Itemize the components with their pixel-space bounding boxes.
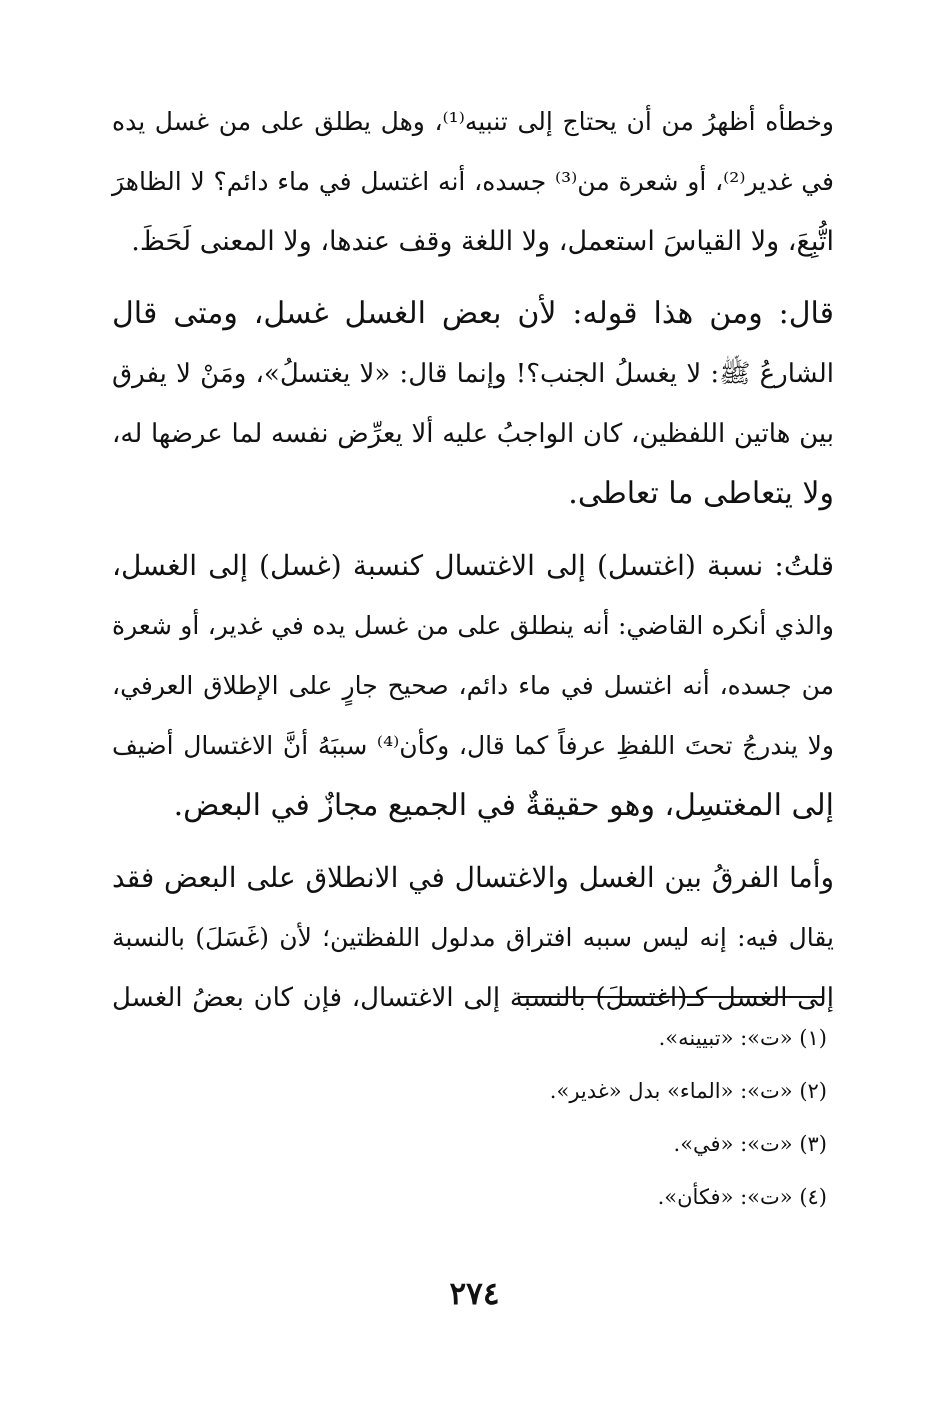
- text-line: ولا يتعاطى ما تعاطى.: [568, 476, 834, 511]
- main-text: [112, 92, 834, 1028]
- footnote-1: (١) «ت»: «تبيينه».: [658, 1026, 827, 1050]
- paragraph-3: [112, 536, 834, 836]
- footnote-separator: [518, 996, 824, 998]
- text-line: والذي أنكره القاضي: أنه ينطلق على من غسل يده في غدير، أو شعرة: [112, 611, 834, 640]
- text-line: قال: ومن هذا قوله: لأن بعض الغسل غسل، ومتى قال: [112, 296, 834, 331]
- text-line: إلى المغتسِل، وهو حقيقةٌ في الجميع مجازٌ في البعض.: [173, 788, 834, 823]
- footnote-3: (٣) «ت»: «في».: [673, 1132, 827, 1156]
- paragraph-4: [112, 848, 834, 1028]
- text-line: وخطأه أظهرُ من أن يحتاج إلى تنبيه⁽¹⁾، وهل يطلق على من غسل يده: [112, 107, 834, 136]
- paragraph-gap: [112, 524, 834, 536]
- page-number: ٢٧٤: [449, 1276, 500, 1312]
- paragraph-gap: [112, 272, 834, 284]
- text-line: من جسده، أنه اغتسل في ماء دائم، صحيح جارٍ على الإطلاق العرفي،: [112, 671, 834, 700]
- text-line: وأما الفرقُ بين الغسل والاغتسال في الانطلاق على البعض فقد: [112, 861, 834, 894]
- text-line: الشارعُ ﷺ: لا يغسلُ الجنب؟! وإنما قال: «لا يغتسلُ»، ومَنْ لا يفرق: [112, 359, 834, 389]
- paragraph-1: [112, 92, 834, 272]
- text-line: ولا يندرجُ تحتَ اللفظِ عرفاً كما قال، وكأن⁽⁴⁾ سببَهُ أنَّ الاغتسال أضيف: [112, 731, 834, 760]
- paragraph-gap: [112, 836, 834, 848]
- paragraph-2: [112, 284, 834, 524]
- footnote-4: (٤) «ت»: «فكأن».: [657, 1185, 827, 1209]
- footnote-2: (٢) «ت»: «الماء» بدل «غدير».: [549, 1079, 827, 1103]
- text-line: قلتُ: نسبة (اغتسل) إلى الاغتسال كنسبة (غسل) إلى الغسل،: [112, 549, 834, 582]
- text-line: في غدير⁽²⁾، أو شعرة من⁽³⁾ جسده، أنه اغتسل في ماء دائم؟ لا الظاهرَ: [112, 167, 834, 196]
- text-line: بين هاتين اللفظين، كان الواجبُ عليه ألا يعرِّض نفسه لما عرضها له،: [112, 419, 834, 449]
- footnotes: [127, 1020, 827, 1232]
- text-line: إلى الغسل كـ(اغتسلَ) بالنسبة إلى الاغتسال، فإن كان بعضُ الغسل: [112, 983, 834, 1013]
- text-line: يقال فيه: إنه ليس سببه افتراق مدلول اللفظتين؛ لأن (غَسَلَ) بالنسبة: [112, 923, 835, 952]
- text-line: اتُّبِعَ، ولا القياسَ استعمل، ولا اللغة وقف عندها، ولا المعنى لَحَظَ.: [131, 226, 834, 257]
